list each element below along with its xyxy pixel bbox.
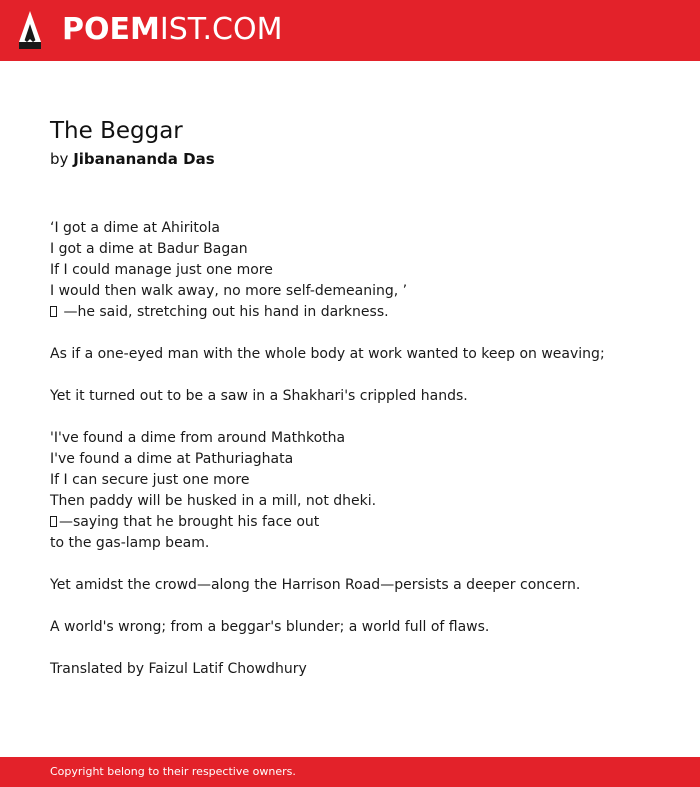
poem-line: I've found a dime at Pathuriaghata (50, 451, 294, 467)
missing-glyph-box (50, 306, 57, 317)
translator-credit: Translated by Faizul Latif Chowdhury (50, 661, 307, 677)
missing-glyph-box (50, 516, 57, 527)
poem-title: The Beggar (50, 118, 183, 144)
poem-line-with-glyph (50, 512, 670, 533)
poem-line: If I could manage just one more (50, 262, 273, 278)
poem-line: Then paddy will be husked in a mill, not dheki. (50, 493, 377, 509)
poem-line: As if a one-eyed man with the whole body at work wanted to keep on weaving; (50, 346, 605, 362)
stanza-gap (50, 407, 670, 428)
logo-bold-text: POEM (62, 12, 160, 47)
site-logo[interactable] (62, 12, 282, 48)
byline-prefix: by (50, 150, 69, 168)
poem-line: A world's wrong; from a beggar's blunder; a world full of flaws. (50, 619, 490, 635)
poem-body (50, 218, 670, 680)
poem-author[interactable]: Jibanananda Das (73, 150, 215, 168)
poem-line: Yet amidst the crowd—along the Harrison Road—persists a deeper concern. (50, 577, 581, 593)
stanza-gap (50, 365, 670, 386)
poem-line-text: —he said, stretching out his hand in darkness. (63, 304, 389, 320)
site-footer (0, 757, 700, 787)
copyright-text: Copyright belong to their respective owners. (50, 765, 296, 778)
logo-light-text: IST.COM (159, 12, 283, 47)
poem-line: 'I've found a dime from around Mathkotha (50, 430, 346, 446)
poem-line: I got a dime at Badur Bagan (50, 241, 248, 257)
stanza-gap (50, 596, 670, 617)
poem-line: to the gas-lamp beam. (50, 535, 210, 551)
stanza-gap (50, 638, 670, 659)
poem-line: Yet it turned out to be a saw in a Shakhari's crippled hands. (50, 388, 468, 404)
site-header (0, 0, 700, 61)
poem-byline (50, 148, 215, 170)
stanza-gap (50, 323, 670, 344)
poem-line-text: —saying that he brought his face out (59, 514, 320, 530)
poem-line: I would then walk away, no more self-demeaning, ’ (50, 283, 408, 299)
poem-line: ‘I got a dime at Ahiritola (50, 220, 220, 236)
stanza-gap (50, 554, 670, 575)
pen-nib-icon[interactable] (18, 10, 42, 50)
poem-line: If I can secure just one more (50, 472, 250, 488)
poem-line-with-glyph (50, 302, 670, 323)
